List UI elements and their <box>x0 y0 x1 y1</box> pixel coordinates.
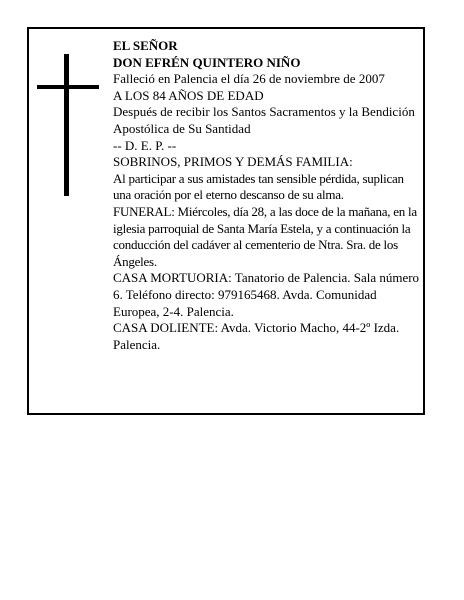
deceased-name: DON EFRÉN QUINTERO NIÑO <box>113 54 301 70</box>
cross-vertical-bar <box>64 54 69 196</box>
sacraments-paragraph: Después de recibir los Santos Sacramentos y la Bendición Apostólica de Su Santidad <box>113 104 415 136</box>
obituary-text-block <box>113 38 423 353</box>
family-line: SOBRINOS, PRIMOS Y DEMÁS FAMILIA: <box>113 154 353 170</box>
deceased-title: EL SEÑOR <box>113 38 178 53</box>
cross-icon <box>37 54 99 196</box>
cross-horizontal-bar <box>37 85 99 89</box>
prayer-request-paragraph: Al participar a sus amistades tan sensible pérdida, suplican una oración por el eterno descanso de su alma. <box>113 170 404 203</box>
funeral-paragraph: FUNERAL: Miércoles, día 28, a las doce de la mañana, en la iglesia parroquial de Santa María Estela, y a continuación la conducción del cadáver al cementerio de Ntra. Sra. de los Ángeles. <box>113 203 417 269</box>
mortuary-paragraph: CASA MORTUORIA: Tanatorio de Palencia. Sala número 6. Teléfono directo: 979165468. Avda. Comunidad Europea, 2-4. Palencia. <box>113 270 420 319</box>
rip-line: -- D. E. P. -- <box>113 137 177 153</box>
home-paragraph: CASA DOLIENTE: Avda. Victorio Macho, 44-2º Izda. Palencia. <box>113 320 400 352</box>
death-info: Falleció en Palencia el día 26 de noviembre de 2007 <box>113 71 385 87</box>
age-line: A LOS 84 AÑOS DE EDAD <box>113 87 264 103</box>
